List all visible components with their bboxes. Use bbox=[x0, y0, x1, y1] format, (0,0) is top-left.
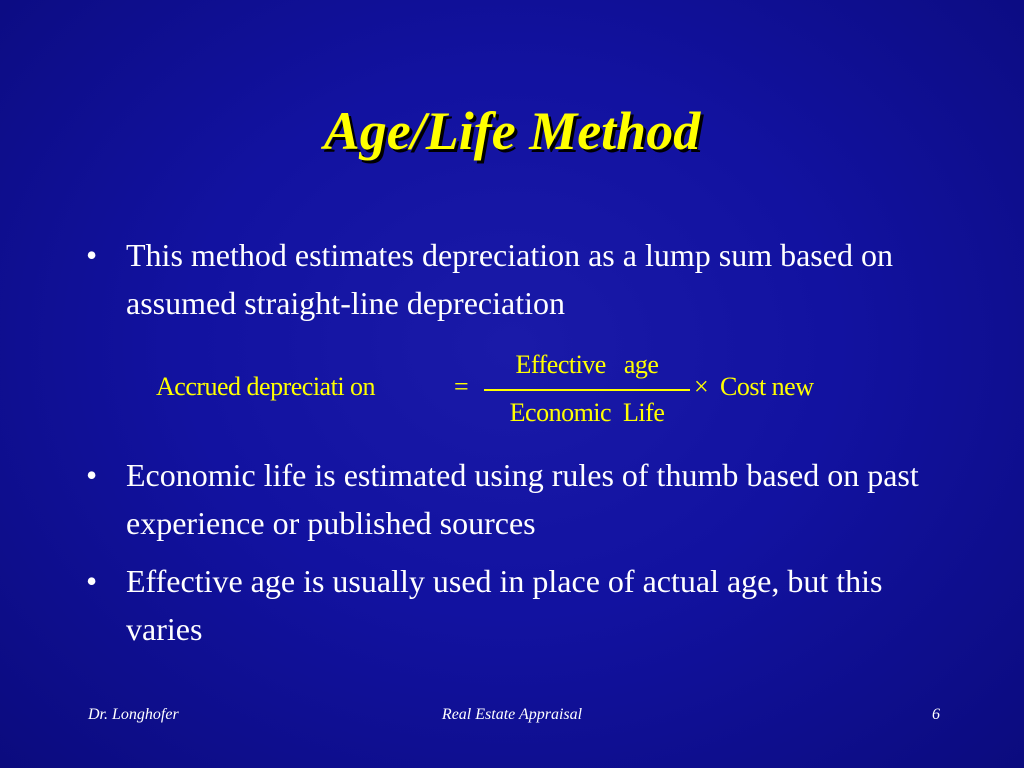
fraction-bar bbox=[484, 389, 690, 391]
bullet-text: This method estimates depreciation as a lump sum based on assumed straight-line depreciation bbox=[126, 237, 893, 321]
slide-title: Age/Life Method bbox=[323, 101, 701, 161]
footer-author: Dr. Longhofer bbox=[88, 706, 179, 723]
bullet-text: Economic life is estimated using rules of thumb based on past experience or published sources bbox=[126, 457, 919, 541]
footer-page-number: 6 bbox=[932, 706, 940, 723]
bullet-marker: • bbox=[86, 237, 98, 273]
formula-equals-sign: = bbox=[454, 372, 469, 401]
formula-numerator: Effective age bbox=[515, 350, 659, 379]
bullet-marker: • bbox=[86, 563, 98, 599]
formula-times-sign: × bbox=[694, 372, 709, 401]
depreciation-formula bbox=[156, 350, 856, 436]
bullet-item bbox=[82, 451, 952, 547]
bullet-text: Effective age is usually used in place of actual age, but this varies bbox=[126, 563, 883, 647]
bullet-item bbox=[82, 557, 952, 653]
formula-denominator: Economic Life bbox=[509, 398, 665, 427]
formula-lhs: Accrued depreciati on bbox=[156, 372, 376, 401]
bullet-list-bottom bbox=[82, 451, 952, 663]
formula-fraction bbox=[484, 350, 690, 436]
formula-rhs: Cost new bbox=[720, 372, 814, 401]
bullet-item bbox=[82, 231, 952, 327]
bullet-marker: • bbox=[86, 457, 98, 493]
bullet-list-top bbox=[82, 231, 952, 337]
footer-course: Real Estate Appraisal bbox=[441, 706, 583, 723]
